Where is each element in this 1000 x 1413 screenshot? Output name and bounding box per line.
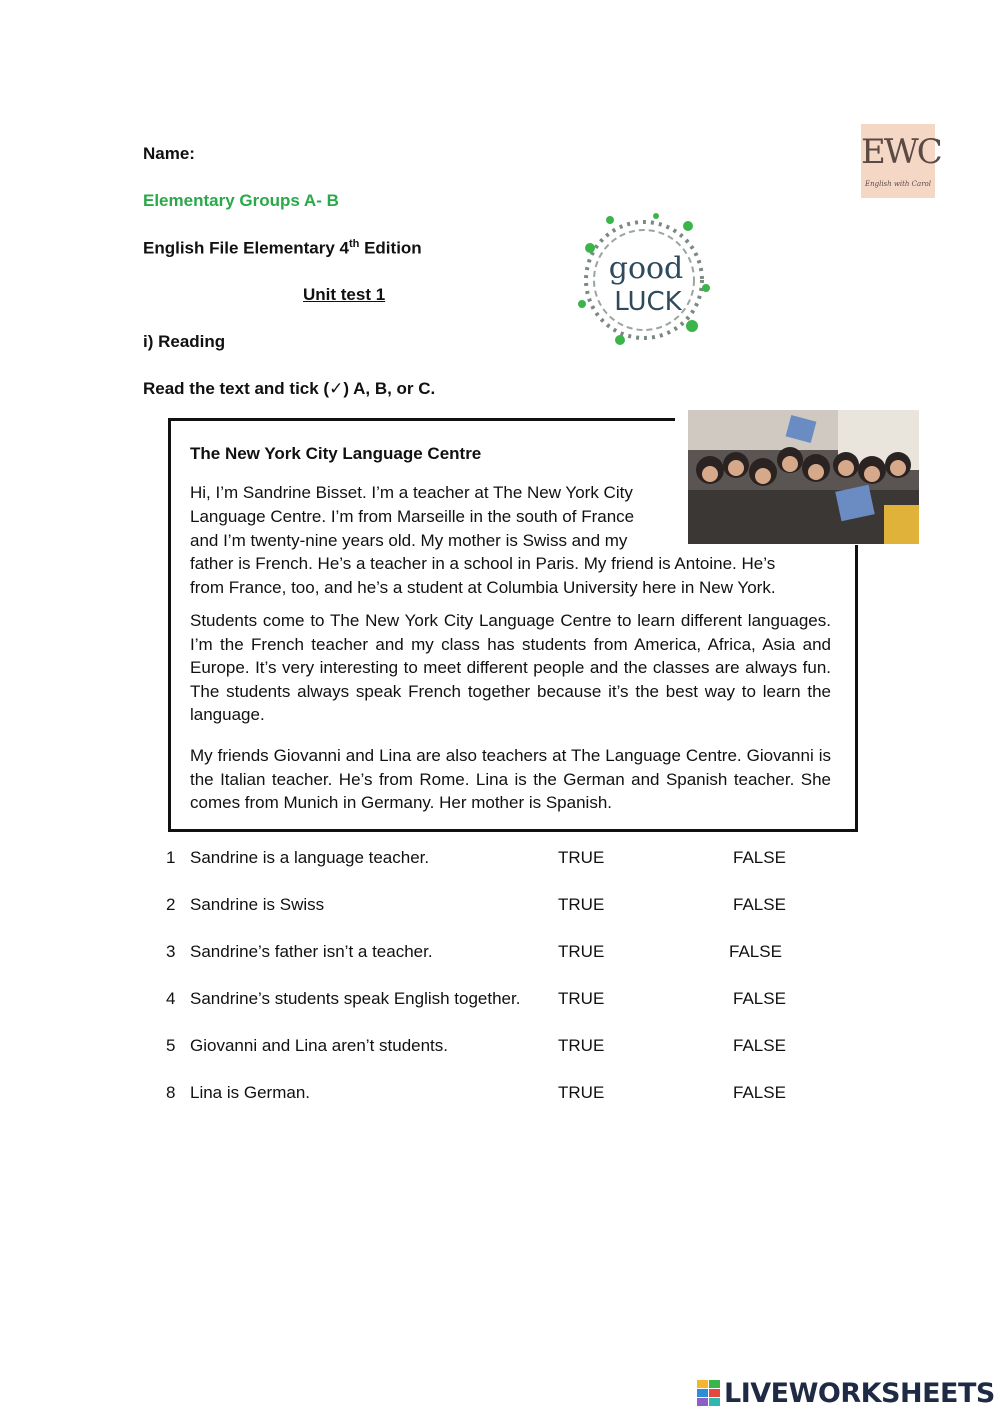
question-number: 2 [166, 895, 176, 914]
course-title-prefix: English File Elementary 4 [143, 238, 349, 258]
course-title [143, 238, 422, 259]
false-option[interactable]: FALSE [729, 942, 782, 961]
good-luck-wreath-image [570, 208, 718, 352]
false-option[interactable]: FALSE [733, 1083, 786, 1102]
question-text: Sandrine’s students speak English together. [190, 989, 521, 1008]
course-title-suffix: Edition [359, 238, 422, 258]
question-number: 1 [166, 848, 176, 867]
reading-paragraph-1-line-2: Language Centre. I’m from Marseille in the south of France [190, 507, 635, 526]
ewc-logo-letters: EWC [861, 132, 941, 172]
reading-title: The New York City Language Centre [190, 444, 482, 463]
question-text: Sandrine’s father isn’t a teacher. [190, 942, 433, 961]
reading-paragraph-1-line-3: and I’m twenty-nine years old. My mother is Swiss and my [190, 531, 628, 550]
groups-heading: Elementary Groups A- B [143, 191, 339, 210]
instruction-text: Read the text and tick (✓) A, B, or C. [143, 379, 436, 398]
true-option[interactable]: TRUE [558, 895, 605, 914]
false-option[interactable]: FALSE [733, 1036, 786, 1055]
ewc-logo-subtitle: English with Carol [864, 180, 931, 188]
reading-paragraph-2: Students come to The New York City Language Centre to learn different languages. I’m the French teacher and my class has students from America, Africa, Asia and Europe. It’s very interesting to meet different people and the classes are always fun. The students always speak French together because it’s the best way to learn the language. [190, 611, 831, 724]
false-option[interactable]: FALSE [733, 895, 786, 914]
liveworksheets-logo-icon [697, 1380, 721, 1406]
liveworksheets-wordmark: LIVEWORKSHEETS [724, 1377, 995, 1409]
students-group-photo [688, 410, 919, 544]
true-option[interactable]: TRUE [558, 1036, 605, 1055]
true-option[interactable]: TRUE [558, 1083, 605, 1102]
ewc-logo [861, 124, 941, 198]
reading-paragraph-3: My friends Giovanni and Lina are also teachers at The Language Centre. Giovanni is the Italian teacher. He’s from Rome. Lina is the German and Spanish teacher. She comes from Munich in Germany. Her mother is Spanish. [190, 746, 831, 812]
question-number: 3 [166, 942, 176, 961]
name-label: Name: [143, 144, 195, 163]
unit-test-heading: Unit test 1 [303, 285, 386, 304]
question-number: 5 [166, 1036, 176, 1055]
section-heading: i) Reading [143, 332, 226, 351]
question-number: 4 [166, 989, 176, 1008]
reading-paragraph-1-line-1: Hi, I’m Sandrine Bisset. I’m a teacher at The New York City [190, 483, 633, 502]
wreath-text-luck: LUCK [614, 287, 682, 317]
question-text: Giovanni and Lina aren’t students. [190, 1036, 449, 1055]
course-title-sup: th [348, 238, 360, 250]
question-text: Lina is German. [190, 1083, 310, 1102]
true-option[interactable]: TRUE [558, 989, 605, 1008]
question-number: 8 [166, 1083, 176, 1102]
wreath-text-good: good [608, 251, 684, 286]
false-option[interactable]: FALSE [733, 848, 786, 867]
reading-paragraph-1-line-4: father is French. He’s a teacher in a school in Paris. My friend is Antoine. He’s [190, 554, 776, 573]
true-option[interactable]: TRUE [558, 848, 605, 867]
false-option[interactable]: FALSE [733, 989, 786, 1008]
question-text: Sandrine is a language teacher. [190, 848, 430, 867]
question-text: Sandrine is Swiss [190, 895, 325, 914]
liveworksheets-brand [697, 1378, 995, 1408]
reading-paragraph-1-line-5: from France, too, and he’s a student at Columbia University here in New York. [190, 578, 776, 597]
true-option[interactable]: TRUE [558, 942, 605, 961]
